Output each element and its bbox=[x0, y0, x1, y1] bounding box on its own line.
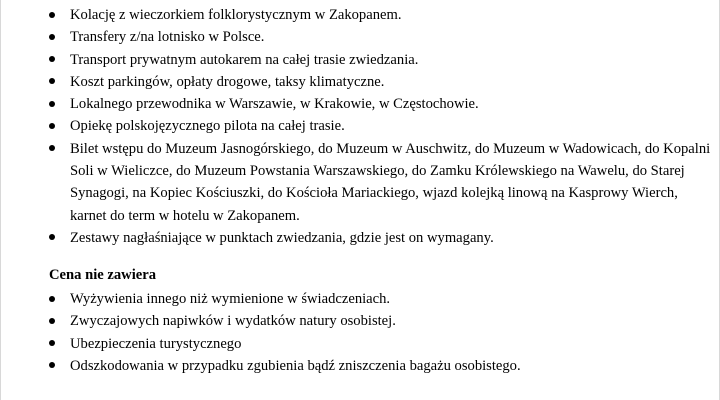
bullet-icon bbox=[49, 34, 55, 40]
list-item bbox=[0, 333, 720, 355]
bullet-icon bbox=[49, 12, 55, 18]
list-item-text: Odszkodowania w przypadku zgubienia bądź zniszczenia bagażu osobistego. bbox=[70, 357, 521, 374]
list-item bbox=[0, 49, 720, 71]
list-item bbox=[0, 227, 720, 249]
bullet-icon bbox=[49, 145, 55, 151]
bullet-icon bbox=[49, 234, 55, 240]
list-item bbox=[0, 138, 720, 227]
list-item bbox=[0, 115, 720, 137]
bullet-icon bbox=[49, 318, 55, 324]
list-item-text: Opiekę polskojęzycznego pilota na całej trasie. bbox=[70, 118, 345, 135]
list-item bbox=[0, 288, 720, 310]
list-item-text: Ubezpieczenia turystycznego bbox=[70, 335, 242, 352]
list-item-text: Wyżywienia innego niż wymienione w świadczeniach. bbox=[70, 291, 391, 307]
bullet-icon bbox=[49, 101, 55, 107]
list-item-text: Zwyczajowych napiwków i wydatków natury osobistej. bbox=[70, 313, 396, 330]
list-item bbox=[0, 93, 720, 115]
list-item-text: Transfery z/na lotnisko w Polsce. bbox=[70, 29, 265, 46]
bullet-icon bbox=[49, 78, 55, 84]
section-heading: Cena nie zawiera bbox=[49, 267, 156, 283]
list-item-text: Transport prywatnym autokarem na całej trasie zwiedzania. bbox=[70, 51, 419, 68]
price-excludes-list bbox=[0, 288, 720, 377]
list-item-text: Kolację z wieczorkiem folklorystycznym w Zakopanem. bbox=[70, 7, 402, 23]
list-item-text: Zestawy nagłaśniające w punktach zwiedzania, gdzie jest on wymagany. bbox=[70, 229, 494, 246]
list-item bbox=[0, 71, 720, 93]
price-includes-list bbox=[0, 4, 720, 249]
bullet-icon bbox=[49, 56, 55, 62]
list-item-text: Bilet wstępu do Muzeum Jasnogórskiego, do Muzeum w Auschwitz, do Muzeum w Wadowicach, do Kopalni Soli w Wieliczce, do Muzeum Powstania Warszawskiego, do Zamku Królewskiego na Wawelu, do Starej Synagogi, na Kopiec Kościuszki, do Kościoła Mariackiego, wjazd kolejką linową na Kasprowy Wierch, karnet do term w hotelu w Zakopanem. bbox=[70, 140, 711, 224]
bullet-icon bbox=[49, 123, 55, 129]
list-item bbox=[0, 310, 720, 332]
list-item-text: Lokalnego przewodnika w Warszawie, w Krakowie, w Częstochowie. bbox=[70, 96, 479, 113]
list-item bbox=[0, 355, 720, 377]
bullet-icon bbox=[49, 362, 55, 368]
bullet-icon bbox=[49, 340, 55, 346]
list-item bbox=[0, 26, 720, 48]
list-item-text: Koszt parkingów, opłaty drogowe, taksy klimatyczne. bbox=[70, 73, 385, 90]
list-item bbox=[0, 4, 720, 26]
bullet-icon bbox=[49, 296, 55, 302]
